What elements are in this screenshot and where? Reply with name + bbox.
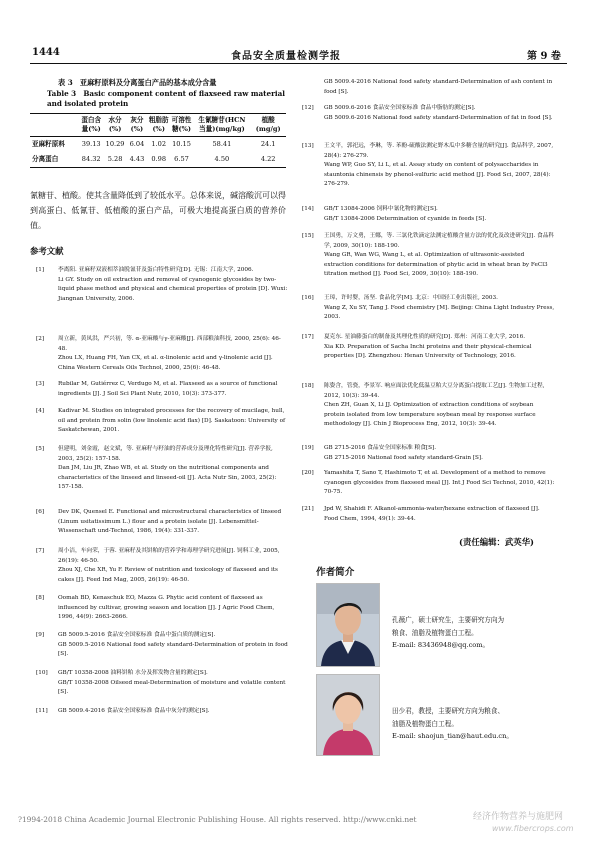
table-cell: 24.1 <box>260 140 276 148</box>
table-caption-cn: 表 3 亚麻籽原料及分离蛋白产品的基本成分含量 <box>58 78 217 87</box>
author-photo <box>316 674 380 756</box>
reference-item <box>302 333 555 362</box>
table-cell: 10.15 <box>172 140 191 148</box>
reference-item <box>36 445 289 493</box>
table-cell: 10.29 <box>105 140 125 148</box>
reference-item <box>302 232 555 280</box>
table-cell: 亚麻籽原料 <box>32 140 65 148</box>
reference-item <box>36 707 289 717</box>
table-cell: 5.28 <box>107 155 123 163</box>
reference-number: [19] <box>302 445 314 451</box>
reference-number: [7] <box>36 548 45 554</box>
reference-number: [1] <box>36 267 45 273</box>
reference-number: [10] <box>36 670 48 676</box>
author-bio-line: 粮食、油脂及植物蛋白工程。 <box>392 628 478 637</box>
reference-item <box>302 444 555 463</box>
body-paragraph: 氰糖苷、植酸。使其含量降低到了较低水平。总体来说，碱溶酸沉可以得到高蛋白、低氰苷、低植酸的蛋白产品，可极大地提高蛋白质的营养价值。 <box>30 191 286 230</box>
author-portrait-female <box>317 675 379 755</box>
author-portrait-male <box>317 584 379 666</box>
watermark-url: www.fibercrops.com <box>492 824 574 833</box>
table-header-cell: 生氰糖苷(HCN 当量)(mg/kg) <box>198 116 246 133</box>
reference-item <box>36 594 289 623</box>
table-header-cell: 可溶性糖(%) <box>171 116 192 133</box>
references-heading: 参考文献 <box>30 246 64 256</box>
author-bio-line: 田少君，教授，主要研究方向为粮食、 <box>392 707 505 715</box>
table-header-cell: 粗脂肪(%) <box>148 116 169 133</box>
reference-text: 王璋，许时婴，汤坚. 食品化学[M]. 北京：中国轻工业出版社, 2003. Wang Z, Xu SY, Tang J. Food chemistry [M]. Beijing: China Light Industry Press, 2003. <box>324 295 555 321</box>
reference-item <box>302 104 555 123</box>
reference-item <box>36 669 289 698</box>
reference-number: [16] <box>302 295 314 301</box>
table-row <box>30 137 286 153</box>
author-bio-line: 孔薇广，硕士研究生，主要研究方向为 <box>392 616 505 624</box>
table-cell: 84.32 <box>81 155 101 163</box>
reference-item <box>302 294 555 323</box>
reference-text: GB 5009.5-2016 食品安全国家标准 食品中蛋白质的测定[S]. GB 5009.5-2016 National food safety standard-Determination of protein in food [S]. <box>58 632 288 658</box>
authors-heading: 作者简介 <box>316 567 355 578</box>
reference-number: [12] <box>302 105 314 111</box>
table-header-cell <box>30 114 78 137</box>
reference-item <box>302 505 555 524</box>
reference-number: [5] <box>36 446 45 452</box>
reference-number: [6] <box>36 509 45 515</box>
reference-text: GB/T 13084-2006 饲料中氰化物的测定[S]. GB/T 13084-2006 Determination of cyanide in feeds [S]. <box>324 206 487 222</box>
journal-title: 食品安全质量检测学报 <box>231 51 341 62</box>
author-bio-line: E-mail: shaojun_tian@haut.edu.cn。 <box>392 732 513 740</box>
table-header-cell: 蛋白含量(%) <box>81 116 102 133</box>
header-rule <box>30 63 567 64</box>
reference-text: GB 5009.4-2016 National food safety standard-Determination of ash content in food [S]. <box>324 79 553 95</box>
watermark-text: 经济作物营养与施肥网 <box>473 812 564 822</box>
reference-text: 王文平，郭祀远，李琳，等. 苯酚-硫酸法测定野木瓜中多糖含量的研究[J]. 食品科学, 2007, 28(4): 276-279. Wang WP, Guo SY, Li L, et al. Assay study on content of polysaccharides in stauntonia chinensis by phenol-sulfuric acid method [J]. Food Sci, 2007, 28(4): 276-279. <box>324 143 554 188</box>
author-bio <box>392 705 572 743</box>
reference-item <box>302 205 555 224</box>
reference-item <box>36 407 289 436</box>
author-bio-line: 油脂及植物蛋白工程。 <box>392 719 458 728</box>
editor-note: (责任编辑：武英华) <box>459 537 534 547</box>
reference-item <box>36 266 289 304</box>
reference-item <box>36 335 289 373</box>
reference-text: 李离阳. 亚麻籽双液相萃油脱氰苷及蛋白特性研究[D]. 无锡：江南大学, 2006. Li GY. Study on oil extraction and removal of cyanogenic glycosides by two-liquid phase method and physical and chemical properties of protein [D]. Wuxi: Jiangnan University, 2006. <box>58 267 288 302</box>
reference-item <box>302 142 555 190</box>
table-header-cell: 植酸(mg/g) <box>255 116 281 133</box>
reference-item <box>302 382 555 430</box>
page-number: 1444 <box>32 47 60 58</box>
table-header-cell: 灰分(%) <box>130 116 144 133</box>
author-photo <box>316 583 380 667</box>
table-cell: 6.04 <box>129 140 145 148</box>
reference-number: [20] <box>302 470 314 476</box>
reference-text: Kadivar M. Studies on integrated processes for the recovery of mucilage, hull, oil and protein from solin (low linolenic acid flax) [D]. Saskatoon: University of Saskatchewan, 2001. <box>58 408 286 434</box>
reference-item <box>36 508 289 537</box>
reference-text: 周小洁，车向荣，于蓉. 亚麻籽及其饼粕的营养学和毒理学研究进展[J]. 饲料工业, 2005, 26(19): 46-50. Zhou XJ, Che XR, Yu F. Review of nutrition and toxicology of flaxseed and its cakes [J]. Feed Ind Mag, 2005, 26(19): 46-50. <box>58 548 280 583</box>
table-cell: 4.43 <box>129 155 145 163</box>
table-header-row <box>30 114 286 137</box>
table-header-cell: 水分(%) <box>108 116 122 133</box>
reference-text: Dev DK, Quensel E. Functional and microstructural characteristics of linseed (Linum usitatissimum L.) flour and a protein isolate [J]. Lebensmittel-Wissenschaft und-Technol, 1986, 19(4): 331-337. <box>58 509 282 535</box>
reference-text: GB/T 10358-2008 油料饼粕 水分及挥发物含量的测定[S]. GB/T 10358-2008 Oilseed meal-Determination of moisture and volatile content [S]. <box>58 670 286 696</box>
reference-item <box>302 469 555 498</box>
reference-number: [15] <box>302 233 314 239</box>
reference-number: [21] <box>302 506 314 512</box>
table-cell: 4.50 <box>214 155 230 163</box>
reference-number: [13] <box>302 143 314 149</box>
reference-number: [8] <box>36 595 45 601</box>
table-cell: 58.41 <box>212 140 232 148</box>
reference-text: 夏克东. 星油藤蛋白的制备及其理化性质的研究[D]. 郑州：河南工业大学, 2016. Xia KD. Preparation of Sacha Inchi proteins and their physical-chemical properties [D]. Zhengzhou: Henan University of Technology, 2016. <box>324 334 532 360</box>
author-bio-line: E-mail: 83436948@qq.com。 <box>392 641 490 649</box>
table-cell: 4.22 <box>260 155 276 163</box>
reference-text: 但建明，刘金霞，赵文斌，等. 亚麻籽与籽油的营养成分及理化特性研究[J]. 营养学报, 2003, 25(2): 157-158. Dan JM, Liu JR, Zhao WB, et al. Study on the nutritional components and characteristics of the linseed and linseed-oil [J]. Acta Nutr Sin, 2003, 25(2): 157-158. <box>58 446 277 491</box>
reference-number: [18] <box>302 383 314 389</box>
volume-label: 第 9 卷 <box>527 51 561 62</box>
reference-text: Oomah BD, Kenaschuk EO, Mazza G. Phytic acid content of flaxseed as influenced by cultivar, growing season and location [J]. J Agric Food Chem, 1996, 44(9): 2663-2666. <box>58 595 275 621</box>
reference-item <box>36 547 289 585</box>
reference-number: [11] <box>36 708 48 714</box>
reference-text: Jpd W, Shahidi F. Alkanol-ammonia-water/hexane extraction of flaxseed [J]. Food Chem, 1994, 49(1): 39-44. <box>324 506 540 522</box>
reference-text: 陈姿含，管骁，李景军. 响应面法优化低温豆粕大豆分离蛋白提取工艺[J]. 生物加工过程, 2012, 10(3): 39-44. Chen ZH, Guan X, Li JJ. Optimization of extraction conditions of soybean protein isolated from low temperature soybean meal by response surface methodology [J]. Chin J Bioprocess Eng, 2012, 10(3): 39-44. <box>324 383 545 428</box>
table-cell: 39.13 <box>81 140 101 148</box>
composition-table <box>30 113 286 168</box>
table-cell: 6.57 <box>174 155 189 163</box>
reference-item <box>302 78 555 97</box>
reference-number: [14] <box>302 206 314 212</box>
reference-text: 周立新，黄凤洪，严兴初，等. α-亚麻酸与γ-亚麻酸[J]. 西部粮油科技, 2000, 25(6): 46-48. Zhou LX, Huang FH, Yan CX, et al. α-linolenic acid and γ-linolenic acid [J]. China Western Cereals Oils Technol, 2000, 25(6): 46-48. <box>58 336 281 371</box>
reference-number: [4] <box>36 408 45 414</box>
table-caption-en: Table 3 Basic component content of flaxseed raw material and isolated protein <box>47 89 285 108</box>
reference-number: [17] <box>302 334 314 340</box>
reference-number: [9] <box>36 632 45 638</box>
reference-text: GB 5009.6-2016 食品安全国家标准 食品中脂肪的测定[S]. GB 5009.6-2016 National food safety standard-Determination of fat in food [S]. <box>324 105 553 121</box>
reference-text: 王国勇，万文勇，王娜，等. 三氯化铁滴定法测定植酸含量方法的优化及改进研究[J]. 食品科学, 2009, 30(10): 188-190. Wang GR, Wan WG, Wang L, et al. Optimization of ultrasonic-assisted extraction conditions for determination of phytic acid in wheat bran by FeCl3 titration method [J]. Food Sci, 2009, 30(10): 188-190. <box>324 233 555 278</box>
reference-number: [3] <box>36 381 45 387</box>
reference-item <box>36 380 289 399</box>
reference-text: GB 2715-2016 食品安全国家标准 粮食[S]. GB 2715-2016 National food safety standard-Grain [S]. <box>324 445 483 461</box>
reference-text: Yamashita T, Sano T, Hashimoto T, et al. Development of a method to remove cyanogen glycosides from flaxseed meal [J]. Int J Food Sci Technol, 2010, 42(1): 70-75. <box>324 470 555 496</box>
table-row <box>30 152 286 168</box>
reference-text: GB 5009.4-2016 食品安全国家标准 食品中灰分的测定[S]. <box>58 708 210 714</box>
copyright-footer: ?1994-2018 China Academic Journal Electronic Publishing House. All rights reserved. http://www.cnki.net <box>18 815 417 824</box>
reference-text: Rubilar M, Gutiérrez C, Verdugo M, et al. Flaxseed as a source of functional ingredients [J]. J Soil Sci Plant Nutr, 2010, 10(3): 373-377. <box>58 381 278 397</box>
reference-number: [2] <box>36 336 45 342</box>
table-cell: 分离蛋白 <box>32 155 59 163</box>
table-cell: 0.98 <box>151 155 167 163</box>
reference-item <box>36 631 289 660</box>
table-cell: 1.02 <box>151 140 167 148</box>
author-bio <box>392 614 572 652</box>
